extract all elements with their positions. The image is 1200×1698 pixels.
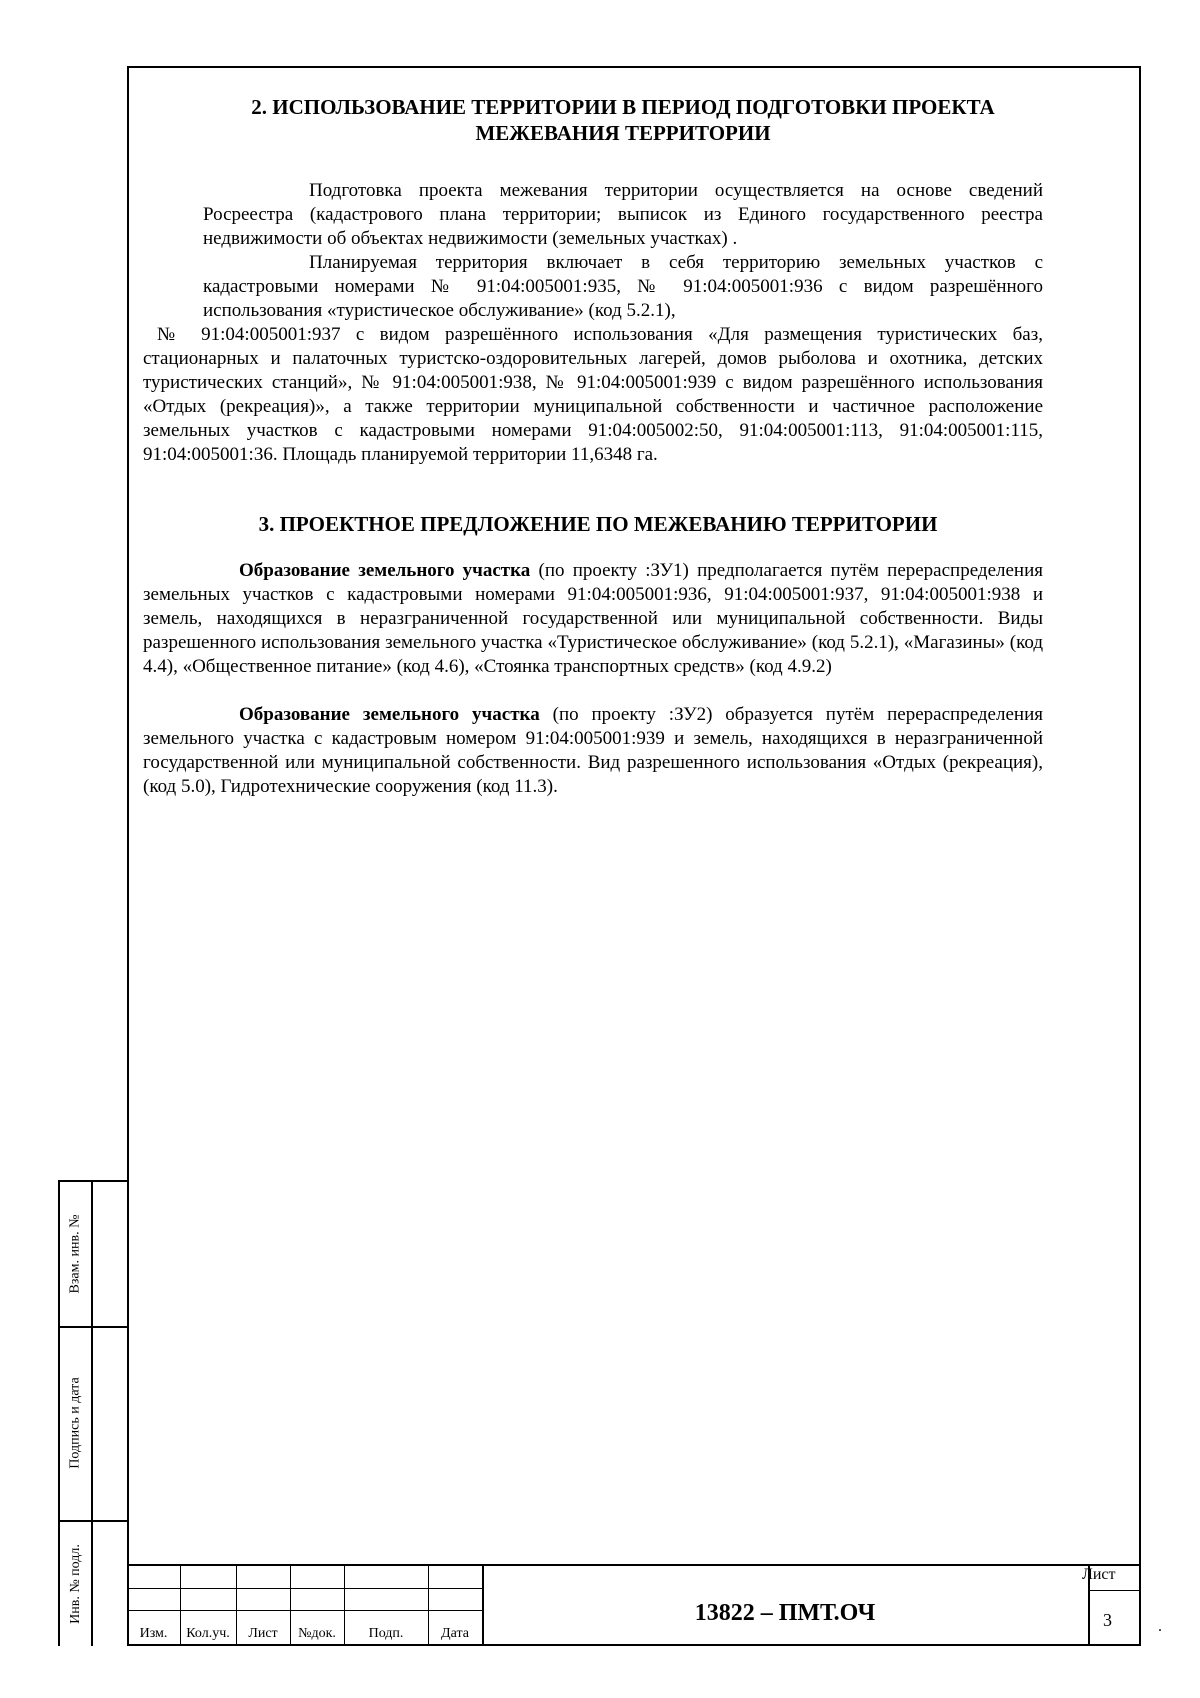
header-doc-number: №док. — [298, 1626, 336, 1641]
header-signature: Подп. — [368, 1626, 404, 1641]
section-3-paragraph-1-lead: Образование земельного участка — [239, 560, 531, 581]
sheet-number: 3 — [1103, 1610, 1112, 1630]
side-stamp-strip — [58, 1180, 127, 1646]
document-body — [143, 94, 1053, 799]
header-change: Изм. — [139, 1626, 168, 1641]
section-2-title: 2. ИСПОЛЬЗОВАНИЕ ТЕРРИТОРИИ В ПЕРИОД ПОДГОТОВКИ ПРОЕКТА МЕЖЕВАНИЯ ТЕРРИТОРИИ — [251, 95, 995, 145]
section-3-paragraph-1 — [143, 559, 1043, 679]
section-3-paragraph-2-lead: Образование земельного участка — [239, 704, 540, 725]
section-3-paragraph-2-text: (по проекту :ЗУ2) образуется путём перераспределения земельного участка с кадастровым номером 91:04:005001:939 и земель, находящихся в неразграниченной государственной или муниципальной собственности. Вид разрешенного использования «Отдых (рекреация), (код 5.0), Гидротехнические сооружения (код 11.3). — [143, 704, 1043, 797]
header-sheet: Лист — [248, 1626, 278, 1641]
document-code: 13822 – ПМТ.ОЧ — [694, 1599, 876, 1626]
margin-mark: . — [1158, 1618, 1162, 1635]
side-label-original-inventory: Инв. № подл. — [67, 1544, 83, 1624]
section-3-paragraph-1-text: (по проекту :ЗУ1) предполагается путём перераспределения земельных участков с кадастровыми номерами 91:04:005001:936, 91:04:005001:937, 91:04:005001:938 и земель, находящихся в неразграниченной государственной или муниципальной собственности. Виды разрешенного использования земельного участка «Туристическое обслуживание» (код 5.2.1), «Магазины» (код 4.4), «Общественное питание» (код 4.6), «Стоянка транспортных средств» (код 4.9.2) — [143, 560, 1043, 677]
sheet-label: Лист — [1082, 1566, 1116, 1583]
sheet-cell-divider — [1088, 1590, 1141, 1591]
section-2-paragraph-2: Планируемая территория включает в себя территорию земельных участков с кадастровыми номерами № 91:04:005001:935, № 91:04:005001:936 с видом разрешённого использования «туристическое обслуживание» (код 5.2.1), — [203, 252, 1043, 321]
side-label-substitute-inventory: Взам. инв. № — [67, 1214, 83, 1294]
section-3-title: 3. ПРОЕКТНОЕ ПРЕДЛОЖЕНИЕ ПО МЕЖЕВАНИЮ ТЕРРИТОРИИ — [258, 512, 938, 536]
title-block — [127, 1564, 1141, 1646]
header-qty: Кол.уч. — [186, 1626, 230, 1641]
section-2-paragraph-1: Подготовка проекта межевания территории осуществляется на основе сведений Росреестра (кадастрового плана территории; выписок из Единого государственного реестра недвижимости об объектах недвижимости (земельных участках) . — [203, 180, 1043, 249]
side-label-signature-date: Подпись и дата — [67, 1377, 83, 1469]
section-3-paragraph-2 — [143, 703, 1043, 799]
section-2-paragraph-3: № 91:04:005001:937 с видом разрешённого использования «Для размещения туристических баз, стационарных и палаточных туристско-оздоровительных лагерей, домов рыболова и охотника, детских туристических станций», № 91:04:005001:938, № 91:04:005001:939 с видом разрешённого использования «Отдых (рекреация)», а также территории муниципальной собственности и частичное расположение земельных участков с кадастровыми номерами 91:04:005002:50, 91:04:005001:113, 91:04:005001:115, 91:04:005001:36. Площадь планируемой территории 11,6348 га. — [143, 324, 1043, 465]
header-date: Дата — [441, 1626, 469, 1641]
